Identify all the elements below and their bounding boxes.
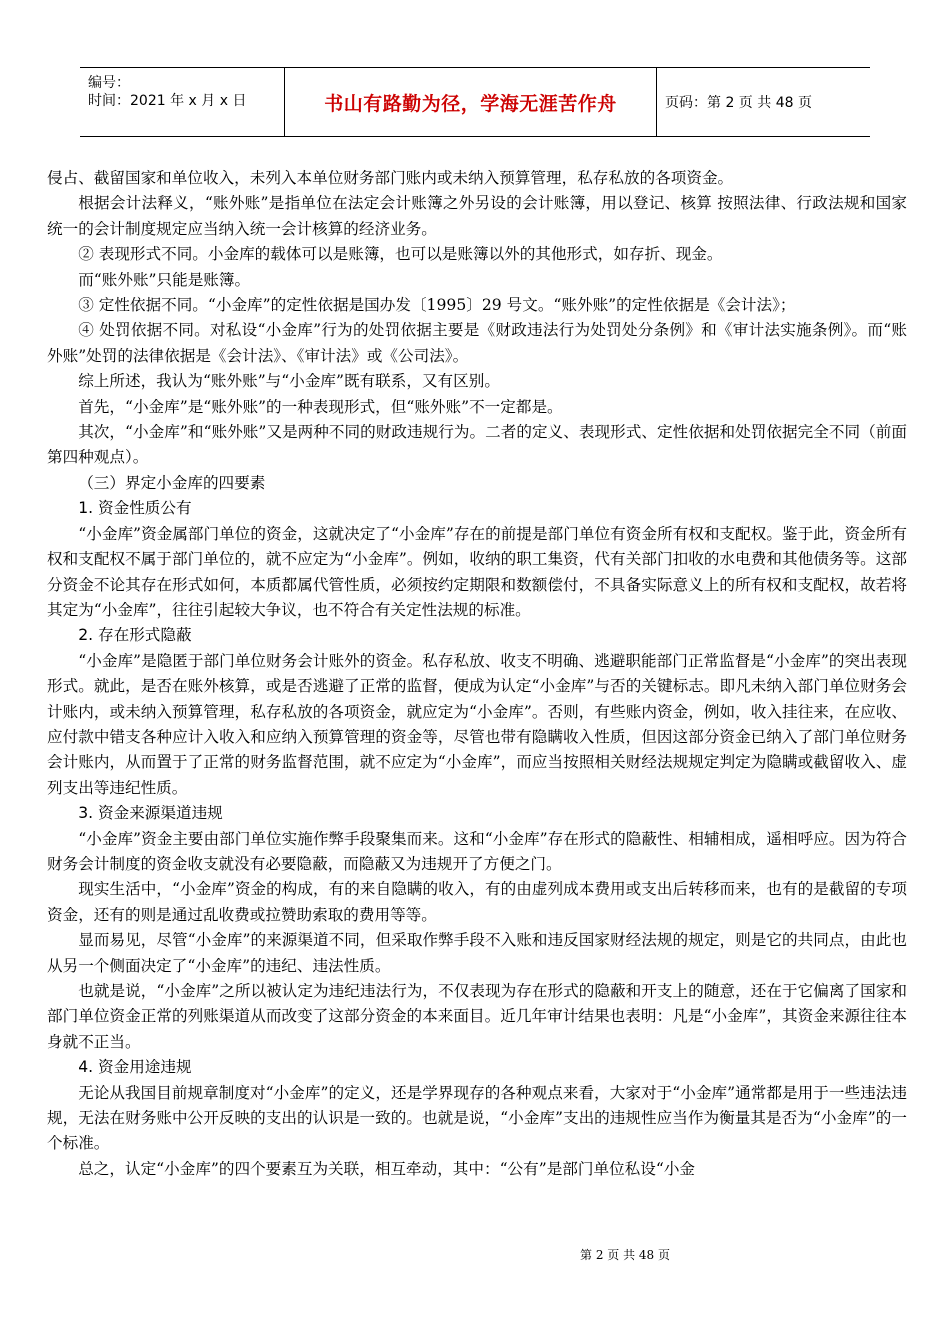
paragraph: 综上所述，我认为“账外账”与“小金库”既有联系，又有区别。 — [78, 372, 500, 391]
header-page-label: 页码：第 2 页 共 48 页 — [665, 95, 812, 111]
document-body — [47, 166, 907, 1182]
paragraph: 现实生活中，“小金库”资金的构成，有的来自隐瞒的收入，有的由虚列成本费用或支出后转移而来，也有的是截留的专项资金，还有的则是通过乱收费或拉赞助索取的费用等等。 — [47, 880, 907, 924]
document-number-label: 编号： — [88, 75, 130, 91]
paragraph: （三）界定小金库的四要素 — [78, 473, 266, 492]
page-footer: 第 2 页 共 48 页 — [580, 1248, 670, 1262]
paragraph: 无论从我国目前规章制度对“小金库”的定义，还是学界现存的各种观点来看，大家对于“小金库”通常都是用于一些违法违规，无法在财务账中公开反映的支出的认识是一致的。也就是说，“小金库”支出的违规性应当作为衡量其是否为“小金库”的一个标准。 — [47, 1083, 907, 1153]
section-heading: 3. 资金来源渠道违规 — [78, 804, 223, 823]
document-time-label: 时间：2021 年 x 月 x 日 — [88, 93, 247, 109]
paragraph: 总之，认定“小金库”的四个要素互为关联，相互牵动，其中：“公有”是部门单位私设“小金 — [78, 1159, 696, 1178]
paragraph: 显而易见，尽管“小金库”的来源渠道不同，但采取作弊手段不入账和违反国家财经法规的规定，则是它的共同点，由此也从另一个侧面决定了“小金库”的违纪、违法性质。 — [47, 931, 907, 975]
paragraph: “小金库”资金主要由部门单位实施作弊手段聚集而来。这和“小金库”存在形式的隐蔽性、相辅相成，遥相呼应。因为符合财务会计制度的资金收支就没有必要隐蔽，而隐蔽又为违规开了方便之门。 — [47, 829, 907, 873]
section-heading: 2. 存在形式隐蔽 — [78, 626, 192, 645]
paragraph: “小金库”资金属部门单位的资金，这就决定了“小金库”存在的前提是部门单位有资金所有权和支配权。鉴于此，资金所有权和支配权不属于部门单位的，就不应定为“小金库”。例如，收纳的职工集资，代有关部门扣收的水电费和其他债务等。这部分资金不论其存在形式如何，本质都属代管性质，必须按约定期限和数额偿付，不具备实际意义上的所有权和支配权，故若将其定为“小金库”，往往引起较大争议，也不符合有关定性法规的标准。 — [47, 524, 907, 619]
page-header — [80, 67, 870, 137]
paragraph: 侵占、截留国家和单位收入，未列入本单位财务部门账内或未纳入预算管理，私存私放的各项资金。 — [47, 169, 734, 187]
paragraph: 而“账外账”只能是账簿。 — [78, 270, 251, 289]
paragraph: 首先，“小金库”是“账外账”的一种表现形式，但“账外账”不一定都是。 — [78, 397, 563, 416]
header-divider — [656, 68, 657, 136]
header-motto: 书山有路勤为径，学海无涯苦作舟 — [324, 92, 617, 115]
paragraph: ② 表现形式不同。小金库的载体可以是账簿，也可以是账簿以外的其他形式，如存折、现金。 — [78, 245, 723, 264]
paragraph: “小金库”是隐匿于部门单位财务会计账外的资金。私存私放、收支不明确、逃避职能部门正常监督是“小金库”的突出表现形式。就此，是否在账外核算，或是否逃避了正常的监督，便成为认定“小金库”与否的关键标志。即凡未纳入部门单位财务会计账内，或未纳入预算管理，私存私放的各项资金，就应定为“小金库”。否则，有些账内资金，例如，收入挂往来，在应收、应付款中错支各种应计入收入和应纳入预算管理的资金等，尽管也带有隐瞒收入性质，但因这部分资金已纳入了部门单位财务会计账内，从而置于了正常的财务监督范围，就不应定为“小金库”，而应当按照相关财经法规规定判定为隐瞒或截留收入、虚列支出等违纪性质。 — [47, 651, 907, 797]
paragraph: 也就是说，“小金库”之所以被认定为违纪违法行为，不仅表现为存在形式的隐蔽和开支上的随意，还在于它偏离了国家和部门单位资金正常的列账渠道从而改变了这部分资金的本来面目。近几年审计结果也表明：凡是“小金库”，其资金来源往往本身就不正当。 — [47, 982, 907, 1051]
paragraph: 其次，“小金库”和“账外账”又是两种不同的财政违规行为。二者的定义、表现形式、定性依据和处罚依据完全不同（前面第四种观点）。 — [47, 423, 907, 467]
paragraph: ③ 定性依据不同。“小金库”的定性依据是国办发〔1995〕29 号文。“账外账”的定性依据是《会计法》； — [78, 296, 796, 315]
section-heading: 4. 资金用途违规 — [78, 1058, 192, 1077]
header-meta — [88, 74, 284, 110]
section-heading: 1. 资金性质公有 — [78, 499, 192, 518]
paragraph: 根据会计法释义，“账外账”是指单位在法定会计账簿之外另设的会计账簿，用以登记、核算 按照法律、行政法规和国家统一的会计制度规定应当纳入统一会计核算的经济业务。 — [47, 194, 907, 238]
paragraph: ④ 处罚依据不同。对私设“小金库”行为的处罚依据主要是《财政违法行为处罚处分条例》和《审计法实施条例》。而“账外账”处罚的法律依据是《会计法》、《审计法》或《公司法》。 — [47, 321, 907, 365]
